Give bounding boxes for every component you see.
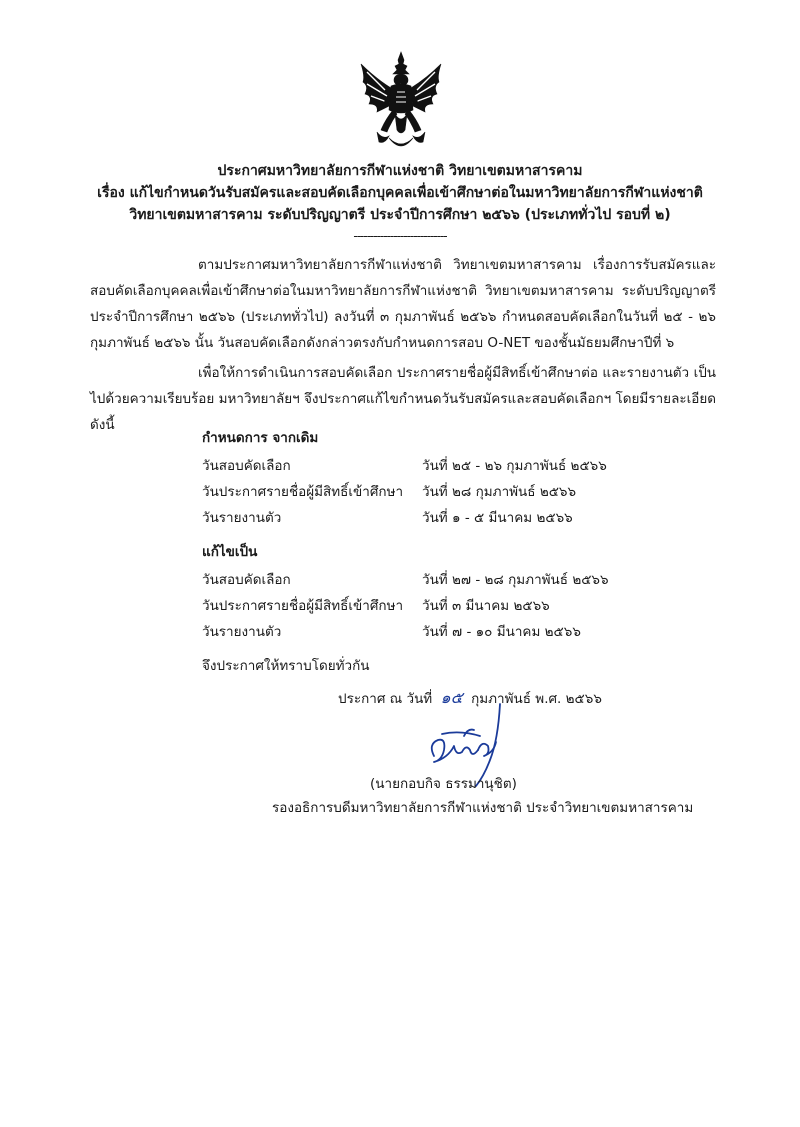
schedule-value: วันที่ ๗ - ๑๐ มีนาคม ๒๕๖๖ [422,624,581,640]
announcement-subject-line2: วิทยาเขตมหาสารคาม ระดับปริญญาตรี ประจำปีการศึกษา ๒๕๖๖ (ประเภททั่วไป รอบที่ ๒) [129,207,671,223]
schedule-label: วันประกาศรายชื่อผู้มีสิทธิ์เข้าศึกษา [202,484,404,500]
schedule-label: วันรายงานตัว [202,510,282,526]
title-divider: ---------------------------- [353,229,447,243]
date-suffix: กุมภาพันธ์ พ.ศ. ๒๕๖๖ [471,691,602,707]
date-day-handwritten: ๑๕ [440,688,463,707]
announcement-title: ประกาศมหาวิทยาลัยการกีฬาแห่งชาติ วิทยาเขตมหาสารคาม [217,163,583,179]
schedule-value: วันที่ ๑ - ๕ มีนาคม ๒๕๖๖ [422,510,573,526]
closing-notice: จึงประกาศให้ทราบโดยทั่วกัน [202,658,370,674]
schedule-label: วันรายงานตัว [202,624,282,640]
date-prefix: ประกาศ ณ วันที่ [338,691,433,707]
schedule-value: วันที่ ๒๘ กุมภาพันธ์ ๒๕๖๖ [422,484,577,500]
schedule-value: วันที่ ๓ มีนาคม ๒๕๖๖ [422,598,550,614]
schedule-label: วันสอบคัดเลือก [202,458,291,474]
schedule-label: วันสอบคัดเลือก [202,572,291,588]
original-schedule-heading: กำหนดการ จากเดิม [202,430,319,446]
schedule-value: วันที่ ๒๗ - ๒๘ กุมภาพันธ์ ๒๕๖๖ [422,572,609,588]
garuda-emblem-icon [355,50,447,150]
announcement-subject: เรื่อง แก้ไขกำหนดวันรับสมัครและสอบคัดเลือกบุคคลเพื่อเข้าศึกษาต่อในมหาวิทยาลัยการกีฬาแห่งชาติ [97,185,703,201]
signer-title: รองอธิการบดีมหาวิทยาลัยการกีฬาแห่งชาติ ประจำวิทยาเขตมหาสารคาม [272,800,694,816]
body-paragraph-2: เพื่อให้การดำเนินการสอบคัดเลือก ประกาศรายชื่อผู้มีสิทธิ์เข้าศึกษาต่อ และรายงานตัว เป็นไปด้วยความเรียบร้อย มหาวิทยาลัยฯ จึงประกาศแก้ไขกำหนดวันรับสมัครและสอบคัดเลือกฯ โดยมีรายละเอียดดังนี้ [90,365,716,433]
schedule-label: วันประกาศรายชื่อผู้มีสิทธิ์เข้าศึกษา [202,598,404,614]
signer-name: (นายกอบกิจ ธรรมานุชิต) [370,776,517,792]
schedule-value: วันที่ ๒๕ - ๒๖ กุมภาพันธ์ ๒๕๖๖ [422,458,607,474]
revised-schedule-heading: แก้ไขเป็น [202,544,258,560]
body-paragraph-1: ตามประกาศมหาวิทยาลัยการกีฬาแห่งชาติ วิทยาเขตมหาสารคาม เรื่องการรับสมัครและสอบคัดเลือกบุคคลเพื่อเข้าศึกษาต่อในมหาวิทยาลัยการกีฬาแห่งชาติ วิทยาเขตมหาสารคาม ระดับปริญญาตรี ประจำปีการศึกษา ๒๕๖๖ (ประเภททั่วไป) ลงวันที่ ๓ กุมภาพันธ์ ๒๕๖๖ กำหนดสอบคัดเลือกในวันที่ ๒๕ - ๒๖ กุมภาพันธ์ ๒๕๖๖ นั้น วันสอบคัดเลือกดังกล่าวตรงกับกำหนดการสอบ O-NET ของชั้นมัธยมศึกษาปีที่ ๖ [90,257,716,351]
